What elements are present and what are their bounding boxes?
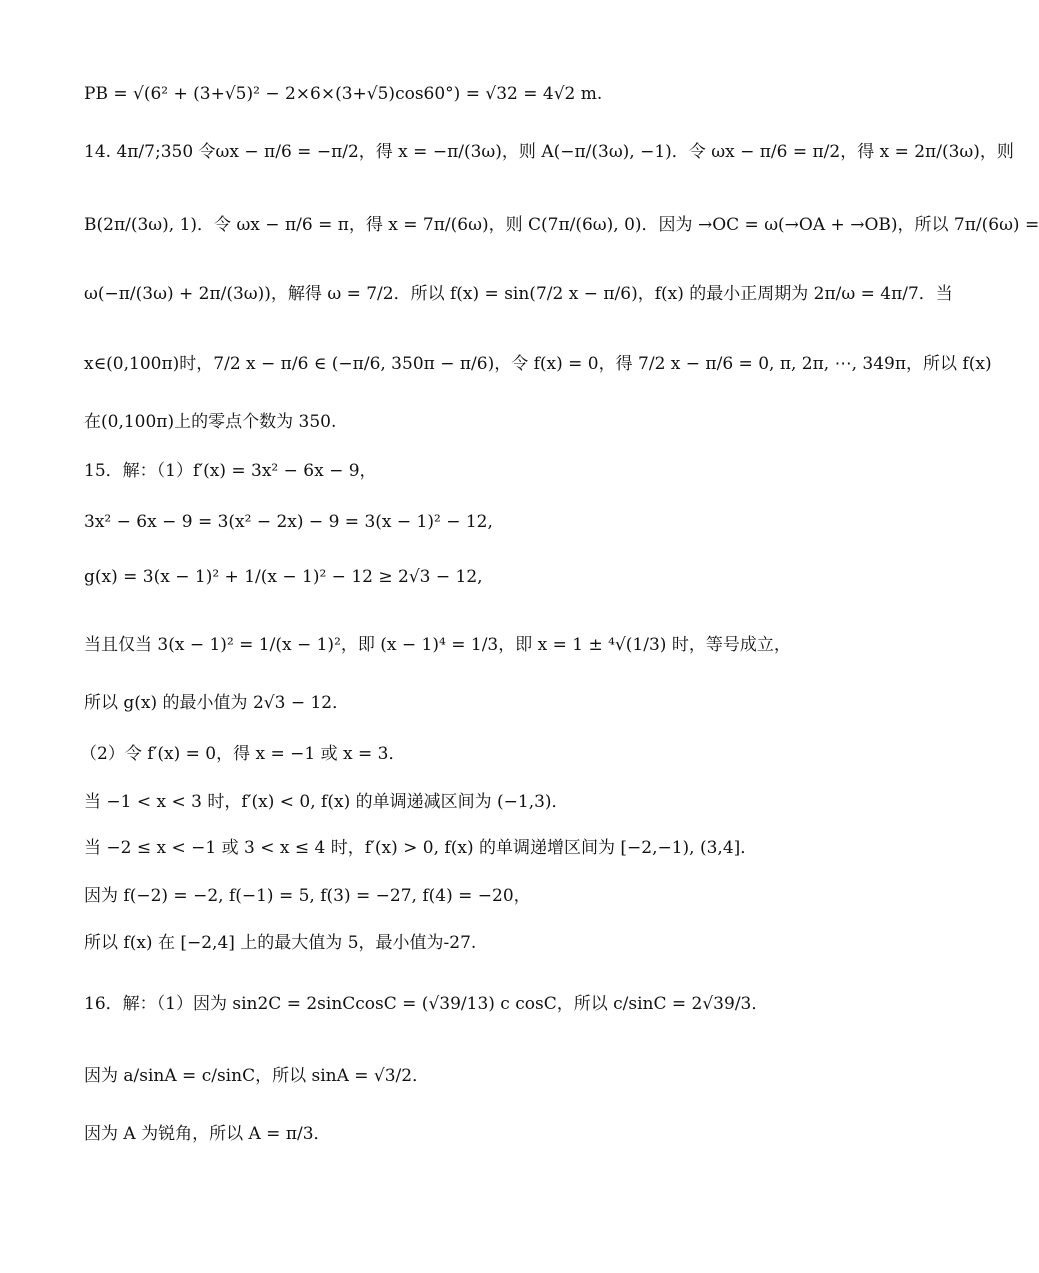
text-line-q14-omega: ω(−π/(3ω) + 2π/(3ω))，解得 ω = 7/2．所以 f(x) = sin(7/2 x − π/6)，f(x) 的最小正周期为 2π/ω = 4π/7．当 (84, 284, 953, 304)
text-line-q15-derivative: 15．解：（1）f′(x) = 3x² − 6x − 9， (84, 461, 377, 481)
text-line-q16-sina: 因为 a/sinA = c/sinC，所以 sinA = √3/2． (84, 1066, 430, 1086)
text-line-q15-extrema: 所以 f(x) 在 [−2,4] 上的最大值为 5，最小值为-27. (84, 933, 477, 953)
text-line-q15-min: 所以 g(x) 的最小值为 2√3 − 12． (84, 693, 350, 713)
text-line-q15-values: 因为 f(−2) = −2, f(−1) = 5, f(3) = −27, f(4) = −20， (84, 886, 531, 906)
text-line-q14-zeros: 在(0,100π)上的零点个数为 350. (84, 412, 337, 432)
text-line-q15-equality: 当且仅当 3(x − 1)² = 1/(x − 1)²，即 (x − 1)⁴ = 1/3，即 x = 1 ± ⁴√(1/3) 时，等号成立， (84, 635, 791, 655)
text-line-q15-factor: 3x² − 6x − 9 = 3(x² − 2x) − 9 = 3(x − 1)² − 12, (84, 512, 493, 532)
text-line-q16-part1: 16．解：（1）因为 sin2C = 2sinCcosC = (√39/13) c cosC，所以 c/sinC = 2√39/3． (84, 994, 769, 1014)
text-line-q15-decreasing: 当 −1 < x < 3 时，f′(x) < 0, f(x) 的单调递减区间为 (−1,3)． (84, 792, 569, 812)
text-line-q15-increasing: 当 −2 ≤ x < −1 或 3 < x ≤ 4 时，f′(x) > 0, f(x) 的单调递增区间为 [−2,−1), (3,4]． (84, 838, 758, 858)
text-line-q14-intro: 14. 4π/7;350 令ωx − π/6 = −π/2，得 x = −π/(3ω)，则 A(−π/(3ω), −1)．令 ωx − π/6 = π/2，得 x = 2π/(3ω)，则 (84, 142, 1014, 162)
text-line-pb: PB = √(6² + (3+√5)² − 2×6×(3+√5)cos60°) = √32 = 4√2 m. (84, 84, 603, 104)
text-line-q15-g: g(x) = 3(x − 1)² + 1/(x − 1)² − 12 ≥ 2√3 − 12, (84, 567, 483, 587)
text-line-q14-range: x∈(0,100π)时，7/2 x − π/6 ∈ (−π/6, 350π − π/6)，令 f(x) = 0，得 7/2 x − π/6 = 0, π, 2π, ⋯, 349π，所以 f(x) (84, 354, 992, 374)
text-line-q15-part2: （2）令 f′(x) = 0，得 x = −1 或 x = 3． (80, 744, 406, 764)
text-line-q16-angle: 因为 A 为锐角，所以 A = π/3． (84, 1124, 331, 1144)
text-line-q14-b-c: B(2π/(3ω), 1)．令 ωx − π/6 = π，得 x = 7π/(6ω)，则 C(7π/(6ω), 0)．因为 →OC = ω(→OA + →OB)，所以 7π/(6ω) = (84, 215, 1039, 235)
